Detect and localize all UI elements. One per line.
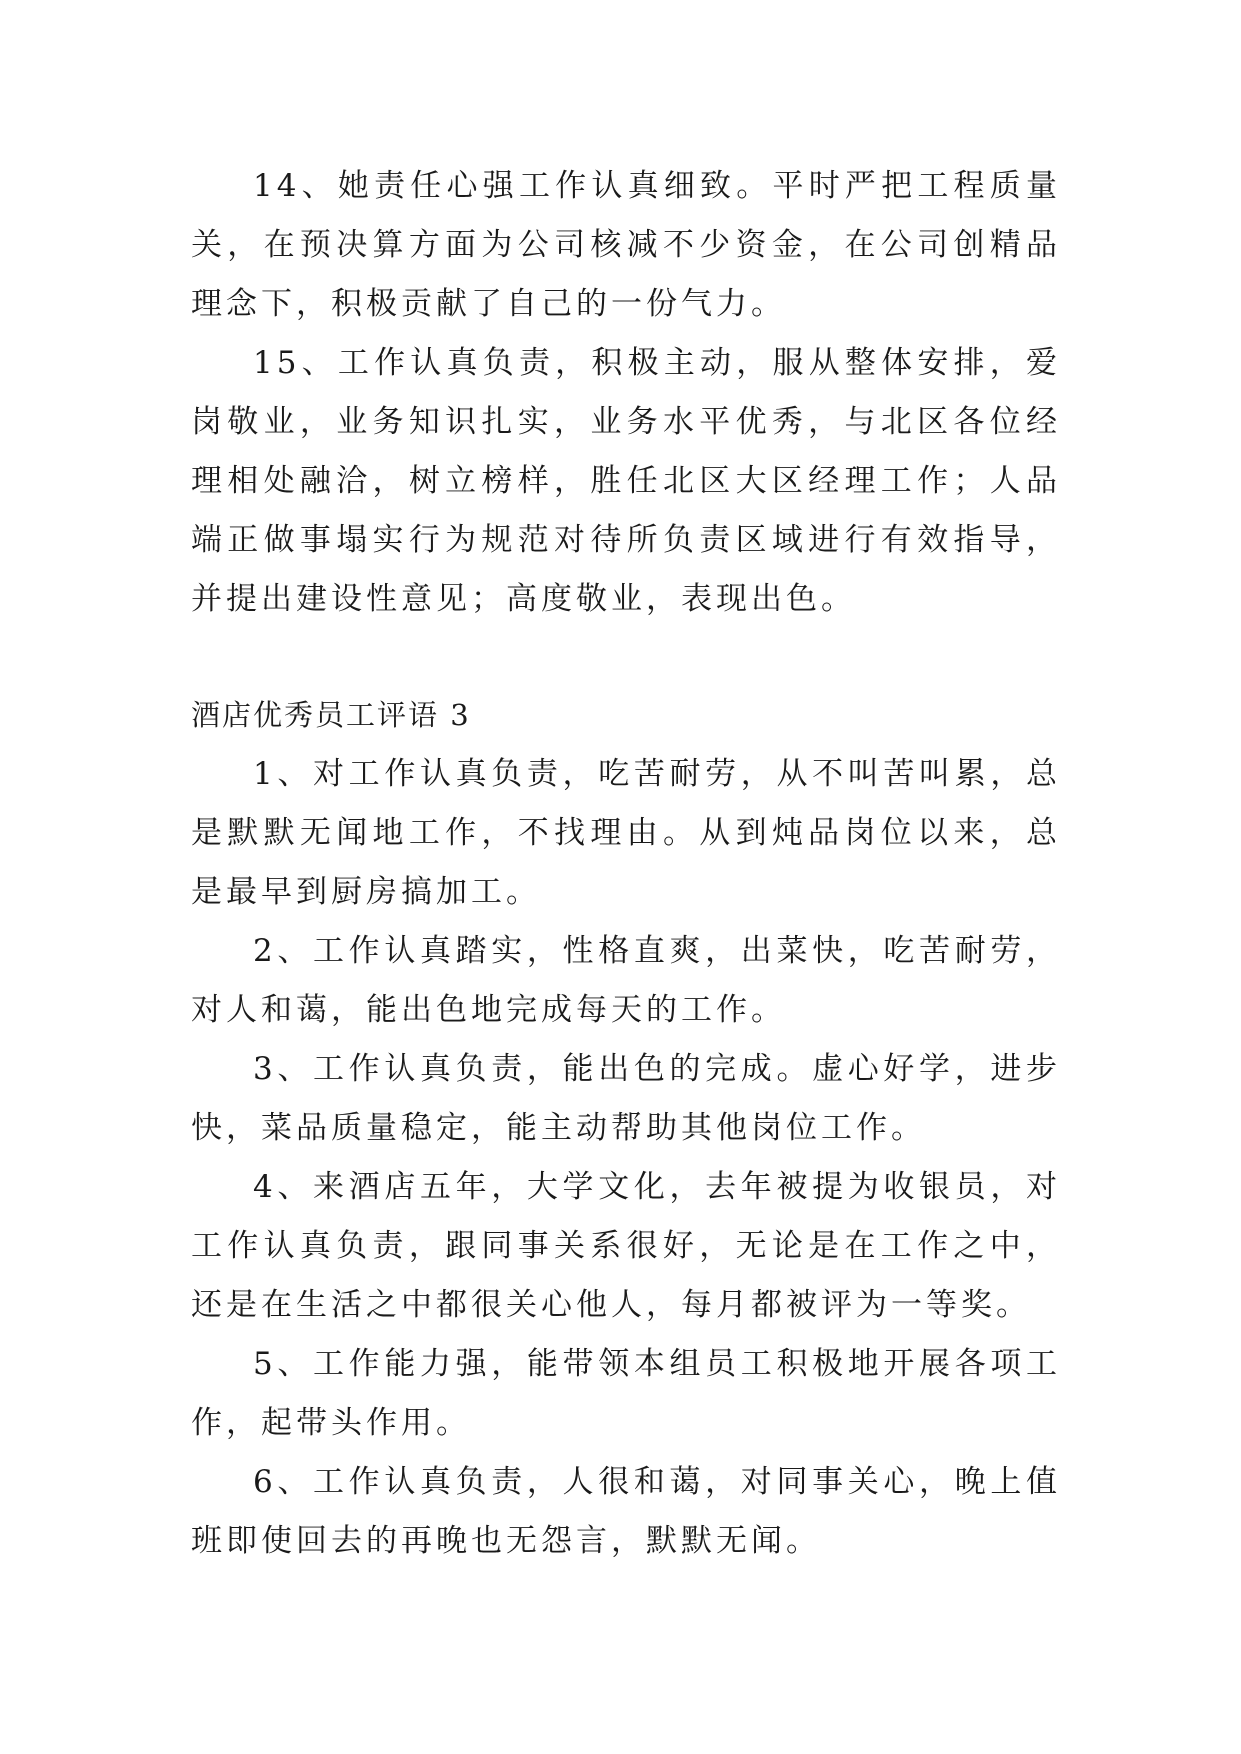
section3-paragraph-6: 6、工作认真负责，人很和蔼，对同事关心，晚上值班即使回去的再晚也无怨言，默默无闻。 <box>191 1464 1061 1559</box>
section3-paragraph-3: 3、工作认真负责，能出色的完成。虚心好学，进步快，菜品质量稳定，能主动帮助其他岗位工作。 <box>191 1051 1061 1146</box>
section-spacer <box>191 629 1061 686</box>
section3-paragraph-4: 4、来酒店五年，大学文化，去年被提为收银员，对工作认真负责，跟同事关系很好，无论是在工作之中，还是在生活之中都很关心他人，每月都被评为一等奖。 <box>191 1169 1061 1323</box>
paragraph-14: 14、她责任心强工作认真细致。平时严把工程质量关，在预决算方面为公司核减不少资金，在公司创精品理念下，积极贡献了自己的一份气力。 <box>191 168 1061 322</box>
section3-paragraph-2: 2、工作认真踏实，性格直爽，出菜快，吃苦耐劳，对人和蔼，能出色地完成每天的工作。 <box>191 933 1061 1028</box>
paragraph-15: 15、工作认真负责，积极主动，服从整体安排，爱岗敬业，业务知识扎实，业务水平优秀，与北区各位经理相处融洽，树立榜样，胜任北区大区经理工作；人品端正做事塌实行为规范对待所负责区域进行有效指导，并提出建设性意见；高度敬业，表现出色。 <box>191 345 1061 617</box>
section-heading: 酒店优秀员工评语 3 <box>191 698 471 732</box>
section3-paragraph-5: 5、工作能力强，能带领本组员工积极地开展各项工作，起带头作用。 <box>191 1346 1061 1441</box>
section3-paragraph-1: 1、对工作认真负责，吃苦耐劳，从不叫苦叫累，总是默默无闻地工作，不找理由。从到炖品岗位以来，总是最早到厨房搞加工。 <box>191 756 1061 910</box>
document-body <box>191 157 1061 1571</box>
